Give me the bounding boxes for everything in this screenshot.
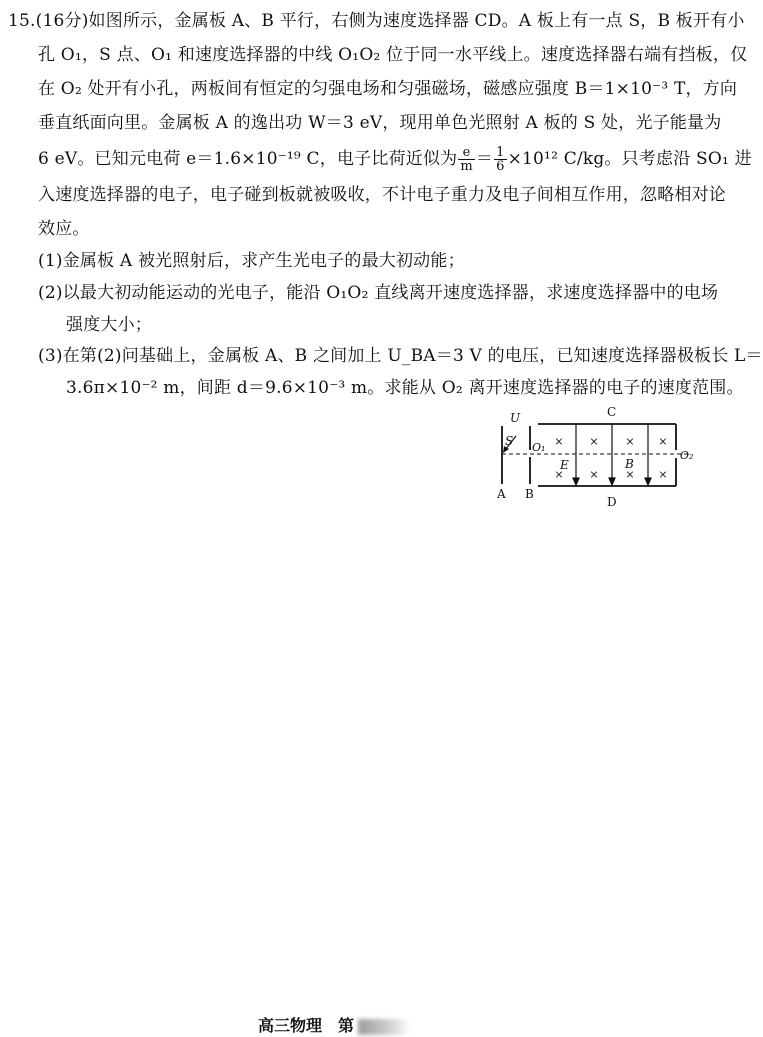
svg-text:×: ×	[658, 468, 668, 481]
label-d: D	[607, 495, 617, 509]
label-c: C	[607, 405, 617, 419]
svg-text:×: ×	[625, 468, 635, 481]
label-o1: O₁	[532, 441, 546, 454]
label-e: E	[560, 458, 569, 472]
magnetic-field-crosses	[554, 435, 667, 481]
question-3-cont: 3.6π×10⁻² m，间距 d＝9.6×10⁻³ m。求能从 O₂ 离开速度选择器的电子的速度范围。	[66, 378, 744, 398]
problem-line-2: 孔 O₁，S 点、O₁ 和速度选择器的中线 O₁O₂ 位于同一水平线上。速度选择器右端有挡板，仅	[38, 45, 748, 65]
label-u: U	[510, 411, 521, 425]
problem-line-6: 入速度选择器的电子，电子碰到板就被吸收，不计电子重力及电子间相互作用，忽略相对论	[38, 185, 726, 205]
svg-text:×: ×	[658, 435, 668, 448]
label-s: S	[505, 434, 514, 448]
fraction-one-sixth: $\frac{1}{6}$	[496, 145, 505, 174]
question-3: (3)在第(2)问基础上，金属板 A、B 之间加上 U_BA＝3 V 的电压，已知速度选择器极板长 L＝	[38, 346, 763, 366]
label-o2: O₂	[680, 449, 694, 462]
svg-text:×: ×	[589, 468, 599, 481]
question-2-cont: 强度大小；	[66, 315, 152, 335]
label-plate-a: A	[497, 487, 506, 501]
electric-field-lines	[573, 424, 651, 485]
svg-text:×: ×	[625, 435, 635, 448]
problem-line-3: 在 O₂ 处开有小孔，两板间有恒定的匀强电场和匀强磁场，磁感应强度 B＝1×10⁻³ T，方向	[38, 79, 738, 99]
svg-text:×: ×	[554, 468, 564, 481]
problem-number: 15.(16分)	[8, 11, 89, 31]
label-b-field: B	[625, 457, 634, 471]
label-plate-b: B	[525, 487, 534, 501]
problem-line-4: 垂直纸面向里。金属板 A 的逸出功 W＝3 eV，现用单色光照射 A 板的 S 处，光子能量为	[38, 113, 722, 133]
problem-line-5: 6 eV。已知元电荷 e＝1.6×10⁻¹⁹ C，电子比荷近似为 $\frac{e}{m}$ ＝ $\frac{1}{6}$ ×10¹² C/kg。只考虑沿 SO₁ 进	[38, 145, 752, 174]
page-footer: 高三物理 第	[258, 1013, 410, 1036]
blurred-region	[358, 1019, 410, 1035]
velocity-selector-figure	[490, 402, 710, 514]
problem-line-7: 效应。	[38, 219, 90, 239]
svg-text:×: ×	[554, 435, 564, 448]
question-2: (2)以最大初动能运动的光电子，能沿 O₁O₂ 直线离开速度选择器，求速度选择器中的电场	[38, 283, 719, 303]
problem-line-1: 15.(16分)如图所示，金属板 A、B 平行，右侧为速度选择器 CD。A 板上有一点 S，B 板开有小	[8, 11, 745, 31]
fraction-e-over-m: $\frac{e}{m}$	[460, 145, 473, 174]
svg-text:×: ×	[589, 435, 599, 448]
question-1: (1)金属板 A 被光照射后，求产生光电子的最大初动能；	[38, 251, 465, 271]
